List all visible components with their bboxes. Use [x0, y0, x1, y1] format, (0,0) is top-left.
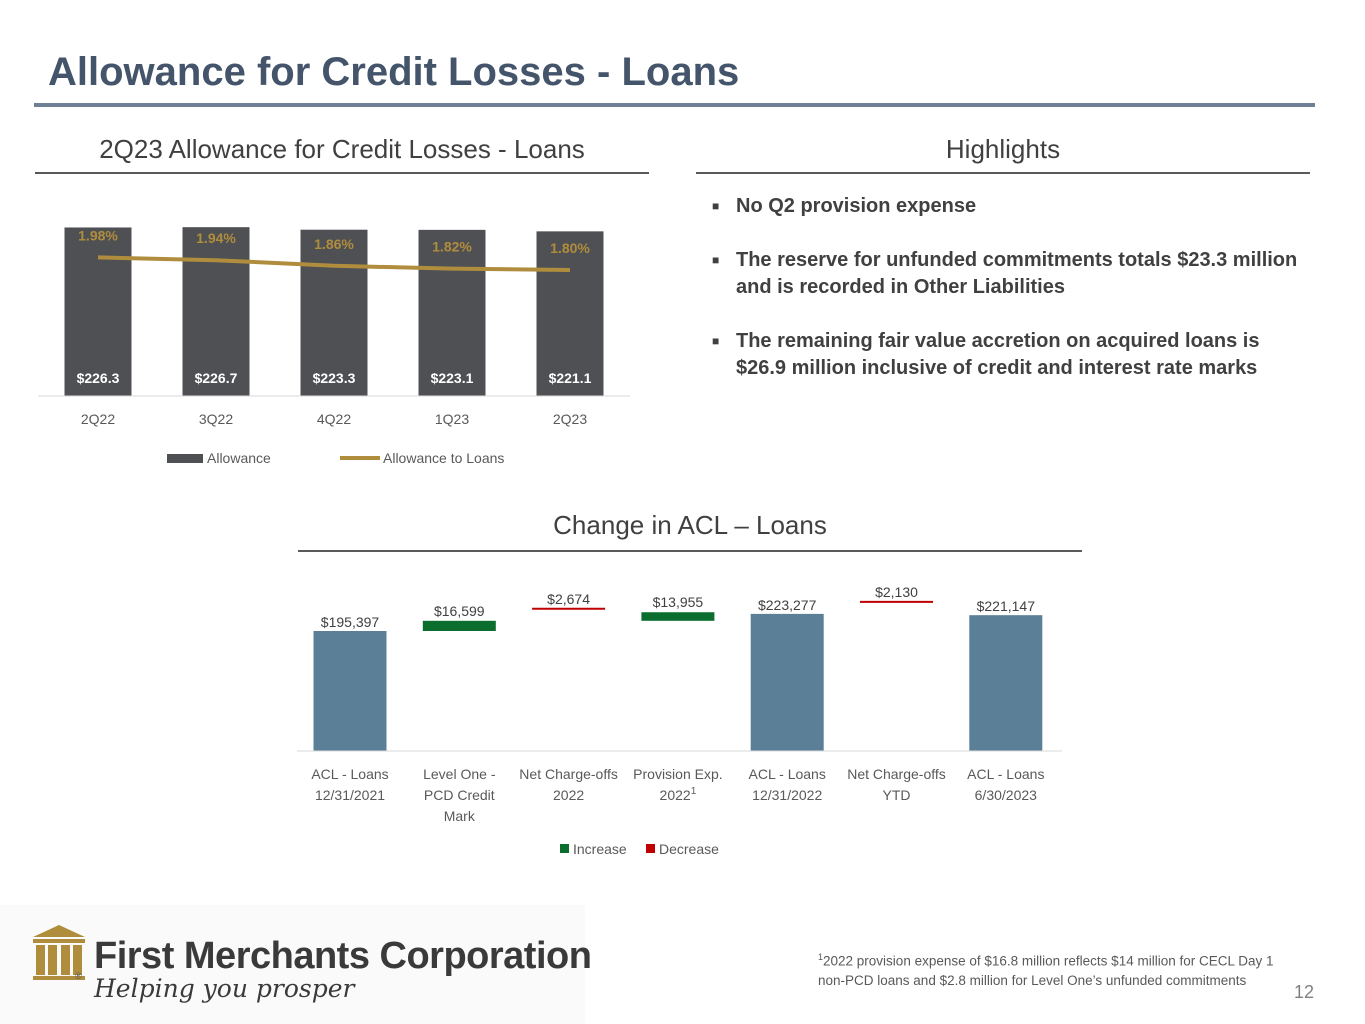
highlight-item: ■ The remaining fair value accretion on acquired loans is $26.9 million inclusive of credit and interest rate marks [712, 330, 1260, 379]
highlight-item: ■ No Q2 provision expense [712, 193, 1312, 220]
logo-tagline: Helping you prosper [94, 974, 355, 1003]
x-tick-label: Level One - [423, 766, 496, 782]
waterfall-value-label: $195,397 [320, 614, 380, 630]
legend-decrease-swatch [646, 844, 655, 853]
waterfall-total-bar [969, 615, 1042, 751]
highlight-item: ■ The reserve for unfunded commitments totals $23.3 million and is recorded in Other Liabilities [712, 249, 1298, 298]
ratio-value-label: 1.94% [196, 230, 236, 247]
x-tick-label: 2Q22 [80, 411, 116, 427]
x-tick-label: 1Q23 [434, 411, 470, 427]
right-section-rule [696, 172, 1310, 174]
bullet-icon: ■ [712, 253, 720, 267]
legend-allowance-swatch [167, 454, 203, 463]
x-tick-label: 4Q22 [316, 411, 352, 427]
right-section-title: Highlights [945, 134, 1061, 164]
acl-change-waterfall-chart [290, 580, 1080, 870]
ratio-value-label: 1.86% [314, 235, 354, 252]
allowance-chart [30, 185, 640, 480]
x-tick-label: 2022$^1$ [659, 786, 697, 803]
allowance-value-label: $226.7 [194, 370, 238, 386]
allowance-value-label: $221.1 [548, 370, 592, 386]
bottom-section-rule [298, 550, 1082, 552]
left-section-rule [35, 172, 649, 174]
title-underline [34, 103, 1315, 107]
x-tick-label: 2022 [553, 787, 585, 803]
allowance-value-label: $223.3 [312, 370, 356, 386]
x-tick-label: YTD [882, 787, 911, 803]
footnote-text: 2022 provision expense of $16.8 million reflects $14 million for CECL Day 1 non-PCD loans and $2.8 million for Level One’s unfunded commitments [818, 953, 1274, 988]
x-tick-label: 12/31/2022 [752, 787, 823, 803]
footnote [818, 948, 1298, 990]
waterfall-increase-bar [423, 621, 496, 631]
x-tick-label: ACL - Loans [967, 766, 1045, 782]
waterfall-value-label: $13,955 [652, 594, 704, 611]
footnote-marker: 1 [818, 952, 824, 962]
waterfall-value-label: $16,599 [433, 602, 485, 619]
ratio-value-label: 1.98% [78, 227, 118, 244]
x-tick-label: Net Charge-offs [519, 766, 618, 782]
bullet-icon: ■ [712, 334, 720, 348]
x-tick-label: Net Charge-offs [847, 766, 946, 782]
x-tick-label: 6/30/2023 [974, 787, 1037, 803]
waterfall-increase-bar [641, 612, 714, 621]
allowance-value-label: $226.3 [76, 370, 120, 386]
highlights-list [712, 193, 1312, 409]
x-tick-label: ACL - Loans [311, 766, 389, 782]
page-number: 12 [1294, 982, 1315, 1002]
ratio-value-label: 1.82% [432, 238, 472, 255]
x-tick-label: 3Q22 [198, 411, 234, 427]
legend-ratio-label: Allowance to Loans [383, 450, 505, 466]
bullet-icon: ■ [712, 199, 720, 213]
legend-allowance-label: Allowance [207, 450, 271, 466]
x-tick-label: Provision Exp. [633, 766, 723, 782]
x-tick-label: 12/31/2021 [314, 787, 386, 803]
legend-increase-swatch [560, 844, 569, 853]
bottom-section-title: Change in ACL – Loans [553, 510, 827, 540]
x-tick-label: PCD Credit [423, 787, 495, 803]
waterfall-value-label: $2,130 [875, 583, 918, 600]
x-tick-label: ACL - Loans [748, 766, 826, 782]
x-tick-label: 2Q23 [552, 411, 588, 427]
waterfall-total-bar [751, 614, 824, 751]
waterfall-value-label: $2,674 [547, 590, 591, 607]
ratio-value-label: 1.80% [550, 240, 590, 256]
logo-company-name: First Merchants Corporation [94, 935, 592, 977]
legend-increase-label: Increase [573, 841, 627, 857]
legend-decrease-label: Decrease [659, 841, 719, 857]
allowance-value-label: $223.1 [430, 370, 474, 386]
x-tick-label: Mark [443, 808, 475, 824]
superscript-marker: 1 [690, 786, 697, 797]
waterfall-value-label: $221,147 [976, 598, 1036, 615]
waterfall-total-bar [314, 631, 387, 751]
waterfall-value-label: $223,277 [757, 596, 817, 613]
registered-mark: ® [75, 971, 82, 981]
page-title: Allowance for Credit Losses - Loans [48, 50, 740, 94]
left-section-title: 2Q23 Allowance for Credit Losses - Loans [99, 134, 585, 164]
